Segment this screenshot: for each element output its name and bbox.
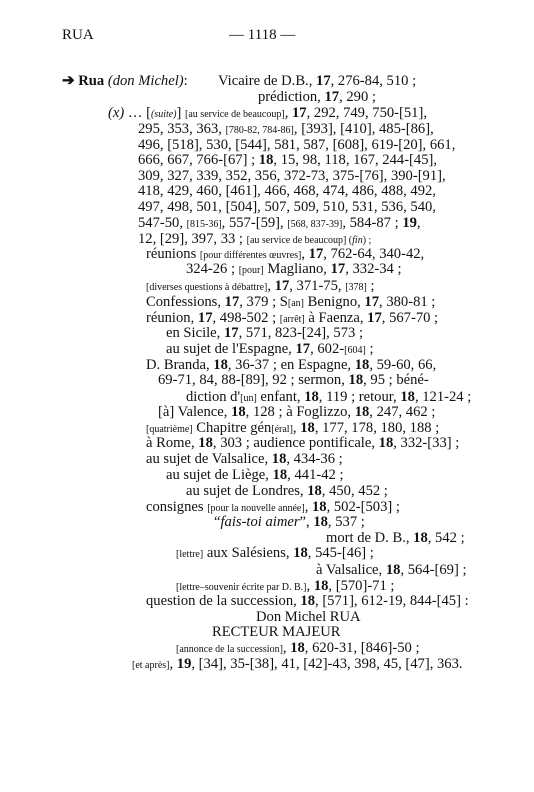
editorial-note: [annonce de la succession] <box>176 644 283 655</box>
editorial-note: [au service de beaucoup] ( <box>246 235 353 246</box>
editorial-note: [diverses questions à débattre] <box>146 282 268 293</box>
editorial-note: [815-36] <box>186 219 222 230</box>
editorial-note: [604] <box>344 345 366 356</box>
line-text: , 571, 823-[24], 573 ; <box>238 325 364 341</box>
editorial-note: [éral] <box>271 424 293 435</box>
line-text: 324-26 ; <box>186 261 239 277</box>
line-text: 309, 327, 339, 352, 356, 372-73, 375-[76], 390-[91], <box>138 168 446 184</box>
volume-number: 18 <box>400 389 415 405</box>
line-text: 547-50, <box>138 215 187 231</box>
line-text: mort de D. B., <box>326 530 414 546</box>
line-text: … <box>124 105 147 121</box>
editorial-note: [lettre] <box>176 549 204 560</box>
line-text: Vicaire de D.B., <box>218 73 317 89</box>
entry-qualifier: (don Michel) <box>107 73 184 89</box>
arrow-icon: ➔ <box>62 73 75 89</box>
line-text: ] <box>176 105 186 121</box>
line-text: , <box>169 656 177 672</box>
line-text: , 247, 462 ; <box>369 404 436 420</box>
line-text: ; <box>366 278 375 294</box>
line-text: , <box>267 278 275 294</box>
editorial-note: [pour la nouvelle année] <box>207 503 305 514</box>
editorial-note: ) ; <box>362 235 372 246</box>
volume-number: 18 <box>354 357 370 373</box>
line-text: consignes <box>146 499 208 515</box>
line-text: , <box>284 105 292 121</box>
line-text: 496, [518], 530, [544], 581, 587, [608], 619-[20], 661, <box>138 137 456 153</box>
line-text: 12, [29], 397, 33 ; <box>138 231 247 247</box>
page-number: — 1118 — <box>229 27 296 43</box>
editorial-note: [pour] <box>238 265 264 276</box>
volume-number: 18 <box>313 514 328 530</box>
volume-number: 17 <box>364 294 380 310</box>
volume-number: 18 <box>293 545 308 561</box>
line-text: , 450, 452 ; <box>321 483 388 499</box>
line-text: , 303 ; audience pontificale, <box>212 435 379 451</box>
volume-number: 18 <box>213 357 228 373</box>
line-text: , 557-[59], <box>221 215 288 231</box>
line-text: Magliano, <box>263 261 331 277</box>
line-text: Benigno, <box>304 294 365 310</box>
line-text: diction d' <box>186 389 241 405</box>
volume-number: 18 <box>290 640 305 656</box>
line-text: , 59-60, 66, <box>369 357 437 373</box>
line-text: [ <box>146 105 151 121</box>
line-text: prédiction, <box>258 89 325 105</box>
editorial-note: [568, 837-39] <box>287 219 343 230</box>
line-text: ”, <box>299 514 314 530</box>
editorial-note: [an] <box>287 298 305 309</box>
line-text: , [34], 35-[38], 41, [42]-43, 398, 45, [47], 363. <box>191 656 463 672</box>
line-text: , 119 ; retour, <box>318 389 401 405</box>
line-text: RECTEUR MAJEUR <box>212 624 341 640</box>
line-text: , 332-[33] ; <box>393 435 460 451</box>
editorial-note: [et après] <box>132 660 170 671</box>
line-text: , 15, 98, 118, 167, 244-[45], <box>273 152 438 168</box>
line-text: , 441-42 ; <box>287 467 344 483</box>
editorial-note: [un] <box>240 393 257 404</box>
line-text: (x) <box>108 105 125 121</box>
line-text: au sujet de Londres, <box>186 483 308 499</box>
line-text: réunions <box>146 246 200 262</box>
line-text: , <box>282 640 291 656</box>
line-text: Don Michel RUA <box>256 609 361 625</box>
entry-name: Rua <box>78 73 105 89</box>
line-text: , 564-[69] ; <box>400 562 467 578</box>
volume-number: 17 <box>224 294 240 310</box>
line-text: aux Salésiens, <box>203 545 294 561</box>
line-text: 497, 498, 501, [504], 507, 509, 510, 531, 536, 540, <box>138 199 436 215</box>
volume-number: 17 <box>197 310 213 326</box>
line-text: , 121-24 ; <box>414 389 472 405</box>
line-text: , 545-[46] ; <box>307 545 374 561</box>
editorial-note: [quatrième] <box>146 424 193 435</box>
line-text: au sujet de Liège, <box>166 467 273 483</box>
line-text: , <box>301 246 309 262</box>
volume-number: 17 <box>324 89 340 105</box>
volume-number: 18 <box>311 499 327 515</box>
volume-number: 18 <box>378 435 394 451</box>
line-text: , 371-75, <box>289 278 346 294</box>
line-text: , [393], [410], 485-[86], <box>293 121 434 137</box>
line-text: au sujet de Valsalice, <box>146 451 272 467</box>
editorial-note: [780-82, 784-86] <box>225 125 294 136</box>
line-text: , 434-36 ; <box>286 451 343 467</box>
line-text: , <box>292 420 301 436</box>
line-text: réunion, <box>146 310 198 326</box>
volume-number: 17 <box>308 246 324 262</box>
line-text: , 620-31, [846]-50 ; <box>304 640 420 656</box>
volume-number: 18 <box>413 530 428 546</box>
line-text: ; <box>365 341 374 357</box>
volume-number: 17 <box>367 310 382 326</box>
volume-number: 17 <box>316 73 331 89</box>
line-text: “ <box>214 514 221 530</box>
line-text: , 290 ; <box>339 89 376 105</box>
volume-number: 18 <box>272 467 288 483</box>
line-text: , 542 ; <box>427 530 465 546</box>
line-text: 666, 667, 766-[67] ; <box>138 152 259 168</box>
volume-number: 19 <box>402 215 417 231</box>
line-text: , 292, 749, 750-[51], <box>306 105 427 121</box>
line-text: Chapitre gén <box>192 420 272 436</box>
volume-number: 18 <box>271 451 287 467</box>
line-text: , 602- <box>310 341 345 357</box>
line-text: , 95 ; béné- <box>363 372 429 388</box>
line-text: Confessions, <box>146 294 225 310</box>
volume-number: 18 <box>231 404 246 420</box>
volume-number: 18 <box>300 593 316 609</box>
line-text: [à] Valence, <box>158 404 232 420</box>
volume-number: 17 <box>330 261 346 277</box>
editorial-note: [au service de beaucoup] <box>185 109 285 120</box>
line-text: question de la succession, <box>146 593 301 609</box>
line-text: 418, 429, 460, [461], 466, 468, 474, 486, 488, 492, <box>138 183 436 199</box>
running-head: RUA <box>62 27 94 43</box>
line-text: 295, 353, 363, <box>138 121 226 137</box>
line-text: , 762-64, 340-42, <box>323 246 425 262</box>
volume-number: 17 <box>223 325 239 341</box>
entry-heading <box>62 72 188 91</box>
volume-number: 18 <box>348 372 364 388</box>
line-text: , 36-37 ; en Espagne, <box>227 357 355 373</box>
line-text: , 128 ; à Foglizzo, <box>245 404 355 420</box>
editorial-note: (suite) <box>150 109 177 120</box>
line-text: , <box>304 499 312 515</box>
line-text: , 498-502 ; <box>212 310 280 326</box>
editorial-note: [pour différentes œuvres] <box>199 250 302 261</box>
line-text: enfant, <box>256 389 305 405</box>
line-text: , <box>416 215 421 231</box>
line-text: , 584-87 ; <box>342 215 403 231</box>
volume-number: 18 <box>300 420 315 436</box>
line-text: , 379 ; S <box>239 294 288 310</box>
volume-number: 18 <box>198 435 213 451</box>
editorial-note: [arrêt] <box>279 314 305 325</box>
editorial-note: [378] <box>345 282 367 293</box>
volume-number: 19 <box>176 656 192 672</box>
line-text: 69-71, 84, 88-[89], 92 ; sermon, <box>158 372 349 388</box>
volume-number: 18 <box>258 152 274 168</box>
entry-colon: : <box>183 73 188 89</box>
line-text: D. Branda, <box>146 357 214 373</box>
volume-number: 17 <box>295 341 311 357</box>
volume-number: 18 <box>304 389 319 405</box>
line-text: , 276-84, 510 ; <box>330 73 417 89</box>
line-text: , 332-34 ; <box>345 261 402 277</box>
line-text: à Valsalice, <box>316 562 386 578</box>
volume-number: 17 <box>292 105 307 121</box>
volume-number: 17 <box>274 278 290 294</box>
line-text: à Faenza, <box>304 310 368 326</box>
volume-number: 18 <box>354 404 370 420</box>
line-text: , 502-[503] ; <box>326 499 400 515</box>
editorial-note: [lettre–souvenir écrite par D. B.] <box>176 582 307 593</box>
line-text: , 537 ; <box>327 514 365 530</box>
line-text: , 380-81 ; <box>379 294 436 310</box>
line-text: , <box>306 578 314 594</box>
volume-number: 18 <box>307 483 322 499</box>
line-text: , [571], 612-19, 844-[45] : <box>315 593 469 609</box>
line-text: au sujet de l'Espagne, <box>166 341 296 357</box>
line-text: , [570]-71 ; <box>328 578 395 594</box>
volume-number: 18 <box>385 562 401 578</box>
entry-line <box>132 655 463 675</box>
volume-number: 18 <box>313 578 329 594</box>
editorial-note: fin <box>352 235 363 246</box>
line-text: à Rome, <box>146 435 199 451</box>
line-text: , 567-70 ; <box>381 310 439 326</box>
line-text: fais-toi aimer <box>220 514 300 530</box>
line-text: , 177, 178, 180, 188 ; <box>314 420 440 436</box>
line-text: en Sicile, <box>166 325 224 341</box>
